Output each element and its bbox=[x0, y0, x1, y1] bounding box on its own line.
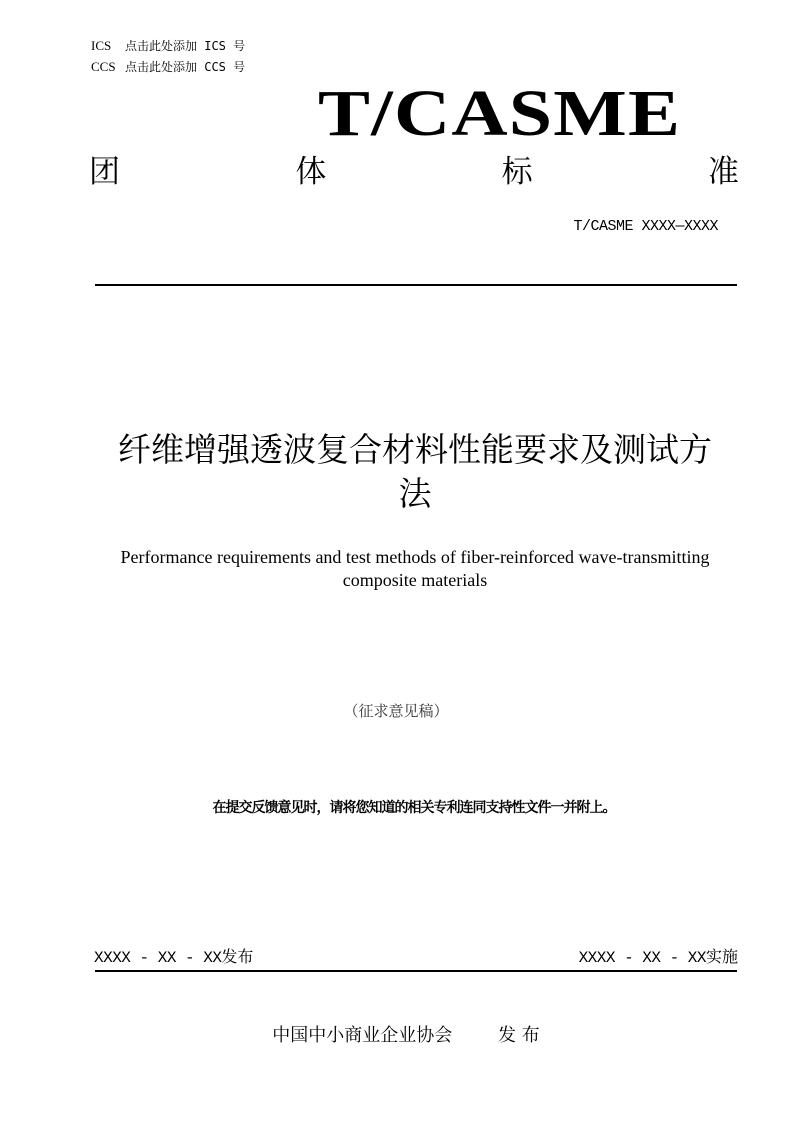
ccs-value[interactable]: 点击此处添加 CCS 号 bbox=[125, 60, 246, 74]
implement-date: XXXX - XX - XX bbox=[578, 949, 706, 967]
standard-type-char: 准 bbox=[707, 154, 739, 190]
publisher-line bbox=[0, 1024, 792, 1048]
publish-date: XXXX - XX - XX bbox=[94, 949, 222, 967]
title-chinese bbox=[90, 428, 740, 516]
patent-notice: 在提交反馈意见时，请将您知道的相关专利连同支持性文件一并附上。 bbox=[212, 800, 616, 816]
title-zh-line1: 纤维增强透波复合材料性能要求及测试方 bbox=[118, 430, 712, 469]
publish-label: 发布 bbox=[221, 947, 254, 966]
standard-type-char: 体 bbox=[295, 154, 327, 190]
title-zh-line2: 法 bbox=[398, 474, 432, 513]
publisher-org: 中国中小商业企业协会 bbox=[272, 1025, 453, 1046]
ccs-label: CCS bbox=[91, 59, 116, 74]
implement-label: 实施 bbox=[705, 947, 738, 966]
publish-date-block bbox=[94, 946, 253, 969]
ics-label: ICS bbox=[91, 38, 112, 53]
standard-type-char: 团 bbox=[89, 154, 120, 190]
casme-logo: T/CASME bbox=[318, 77, 682, 150]
ics-line bbox=[91, 39, 245, 53]
ics-value[interactable]: 点击此处添加 ICS 号 bbox=[125, 39, 246, 53]
standard-number: T/CASME XXXX—XXXX bbox=[573, 218, 718, 235]
top-divider bbox=[95, 284, 737, 286]
draft-status: （征求意见稿） bbox=[343, 702, 449, 720]
title-english bbox=[95, 546, 735, 592]
standard-type-heading bbox=[89, 152, 739, 192]
title-en-line1: Performance requirements and test methods of fiber-reinforced wave-transmitting bbox=[120, 547, 710, 567]
standard-type-char: 标 bbox=[501, 154, 533, 190]
publisher-action: 发 布 bbox=[498, 1025, 540, 1046]
ccs-line bbox=[91, 60, 245, 74]
bottom-divider bbox=[95, 970, 737, 972]
implement-date-block bbox=[579, 946, 738, 969]
title-en-line2: composite materials bbox=[342, 570, 488, 590]
